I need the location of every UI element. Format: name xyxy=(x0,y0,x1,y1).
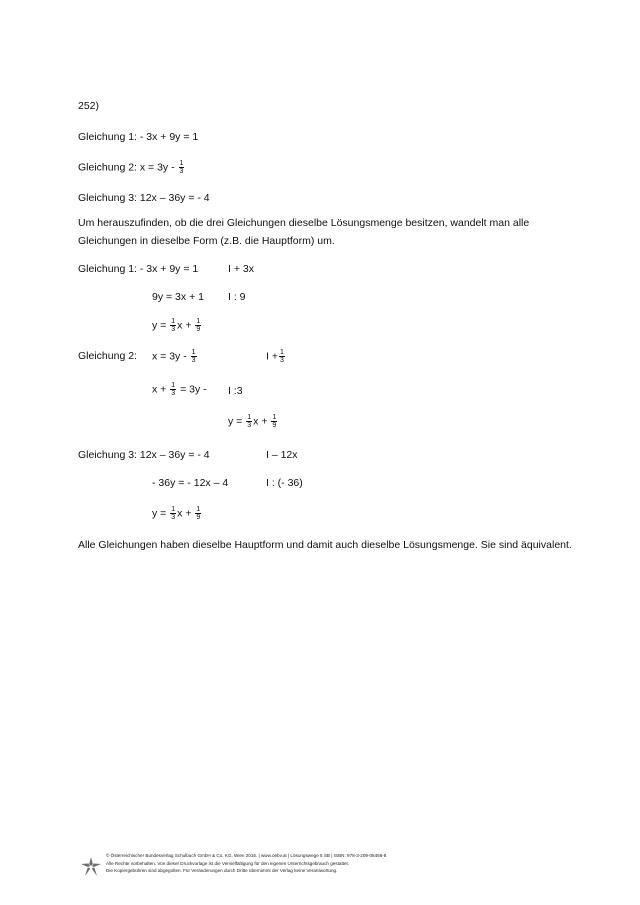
g2-label: Gleichung 2: xyxy=(78,350,137,362)
given-equation-1: Gleichung 1: - 3x + 9y = 1 xyxy=(78,131,199,143)
g1-step-2: 9y = 3x + 1 xyxy=(152,291,204,303)
g1-label: Gleichung 1: - 3x + 9y = 1 xyxy=(78,263,199,275)
problem-number: 252) xyxy=(78,100,100,112)
fraction-one-third: $\frac{1}{3}$ xyxy=(171,318,176,333)
fraction-one-third: $\frac{1}{3}$ xyxy=(171,506,176,521)
intro-paragraph: Um herauszufinden, ob die drei Gleichungen dieselbe Lösungsmenge besitzen, wandelt man alle Gleichungen in dieselbe Form (z.B. die Hauptform) um. xyxy=(78,217,530,247)
g2-operation-1: I + $\frac{1}{3}$ xyxy=(266,349,284,364)
g2-result: y = $\frac{1}{3}$ x + $\frac{1}{9}$ xyxy=(228,414,277,429)
footer-disclaimer: Die Kopiergebühren sind abgegolten. Für Veränderungen durch Dritte übernimmt der Verlag keine Verantwortung. xyxy=(106,868,338,873)
g2-step-1: x = 3y - $\frac{1}{3}$ xyxy=(152,349,196,364)
footer-rights: Alle Rechte vorbehalten. Von dieser Druckvorlage ist die Vervielfältigung für den eigenen Unterrichtsgebrauch gestattet. xyxy=(106,860,350,866)
given-equation-3: Gleichung 3: 12x – 36y = - 4 xyxy=(78,192,210,204)
g2-step-2: x + $\frac{1}{3}$ = 3y - xyxy=(152,382,207,397)
fraction-one-third: $\frac{1}{3}$ xyxy=(171,382,176,397)
fraction-one-ninth: $\frac{1}{9}$ xyxy=(196,506,201,521)
footer xyxy=(106,852,466,875)
conclusion: Alle Gleichungen haben dieselbe Hauptform und damit auch dieselbe Lösungsmenge. Sie sind äquivalent. xyxy=(78,539,572,551)
fraction-one-ninth: $\frac{1}{9}$ xyxy=(272,414,277,429)
g3-label: Gleichung 3: 12x – 36y = - 4 xyxy=(78,449,210,461)
fraction-one-third: $\frac{1}{3}$ xyxy=(191,349,196,364)
g3-result: y = $\frac{1}{3}$ x + $\frac{1}{9}$ xyxy=(152,506,201,521)
g1-operation-1: I + 3x xyxy=(228,263,254,275)
publisher-logo-icon xyxy=(80,856,102,878)
g2-operation-2: I :3 xyxy=(228,385,243,397)
g1-result: y = $\frac{1}{3}$ x + $\frac{1}{9}$ xyxy=(152,318,201,333)
fraction-one-third: $\frac{1}{3}$ xyxy=(247,414,252,429)
fraction-one-third: $\frac{1}{3}$ xyxy=(179,160,184,175)
g3-step-2: - 36y = - 12x – 4 xyxy=(152,477,229,489)
given-equation-2 xyxy=(78,160,185,175)
given-equation-2-text: Gleichung 2: x = 3y - xyxy=(78,161,175,174)
g3-operation-2: I : (- 36) xyxy=(266,477,303,489)
fraction-one-ninth: $\frac{1}{9}$ xyxy=(196,318,201,333)
g1-operation-2: I : 9 xyxy=(228,291,246,303)
footer-copyright: © Österreichischer Bundesverlag Schulbuch GmbH & Co. KG, Wien 2015. | www.oebv.at | Lösungswege 5 SB | ISBN: 978-3-209-08466-8 xyxy=(106,853,387,858)
fraction-one-third: $\frac{1}{3}$ xyxy=(279,349,284,364)
g3-operation-1: I – 12x xyxy=(266,449,298,461)
